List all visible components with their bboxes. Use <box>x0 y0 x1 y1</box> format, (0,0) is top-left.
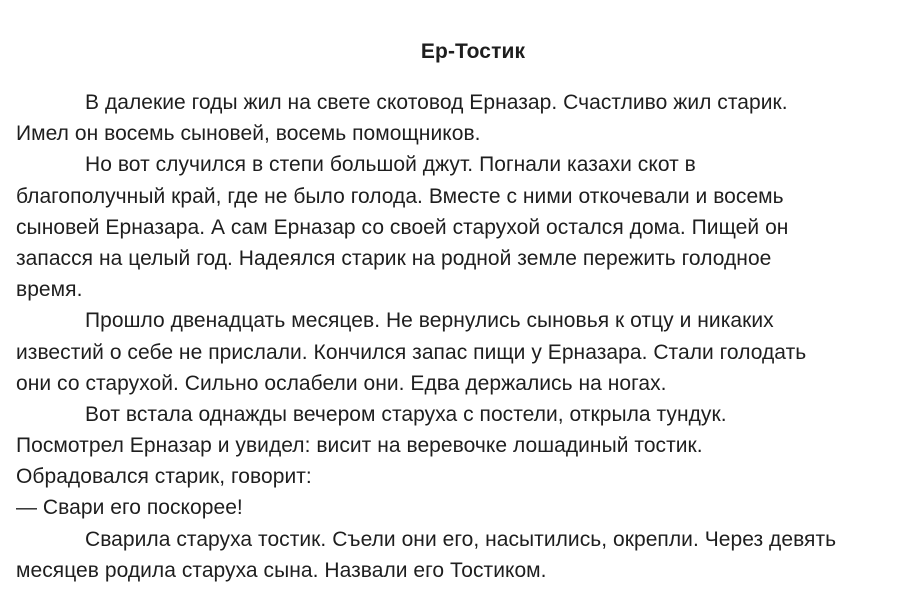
text-line-paragraph-start: Прошло двенадцать месяцев. Не вернулись сыновья к отцу и никаких <box>85 309 774 333</box>
text-line: они со старухой. Сильно ослабели они. Едва держались на ногах. <box>16 371 667 395</box>
text-line: время. <box>16 278 83 302</box>
text-line-paragraph-start: В далекие годы жил на свете скотовод Ерназар. Счастливо жил старик. <box>85 91 788 114</box>
text-line: Обрадовался старик, говорит: <box>16 465 312 489</box>
document-body <box>16 87 918 586</box>
text-line-paragraph-start: Но вот случился в степи большой джут. Погнали казахи скот в <box>85 153 696 177</box>
text-line: Посмотрел Ерназар и увидел: висит на веревочке лошадиный тостик. <box>16 434 703 458</box>
text-line: Имел он восемь сыновей, восемь помощников. <box>16 122 481 146</box>
text-line: сыновей Ерназара. А сам Ерназар со своей старухой остался дома. Пищей он <box>16 215 789 239</box>
text-line-paragraph-start: Сварила старуха тостик. Съели они его, насытились, окрепли. Через девять <box>85 527 837 551</box>
text-line: известий о себе не прислали. Кончился запас пищи у Ерназара. Стали голодать <box>16 340 807 364</box>
text-line: благополучный край, где не было голода. Вместе с ними откочевали и восемь <box>16 184 784 208</box>
text-line: запасся на целый год. Надеялся старик на родной земле пережить голодное <box>16 246 772 270</box>
text-line: месяцев родила старуха сына. Назвали его Тостиком. <box>16 558 547 582</box>
text-line-paragraph-start: Вот встала однажды вечером старуха с постели, открыла тундук. <box>85 402 727 426</box>
document-title: Ер-Тостик <box>420 40 526 63</box>
dialogue-line: — Свари его поскорее! <box>16 496 243 520</box>
